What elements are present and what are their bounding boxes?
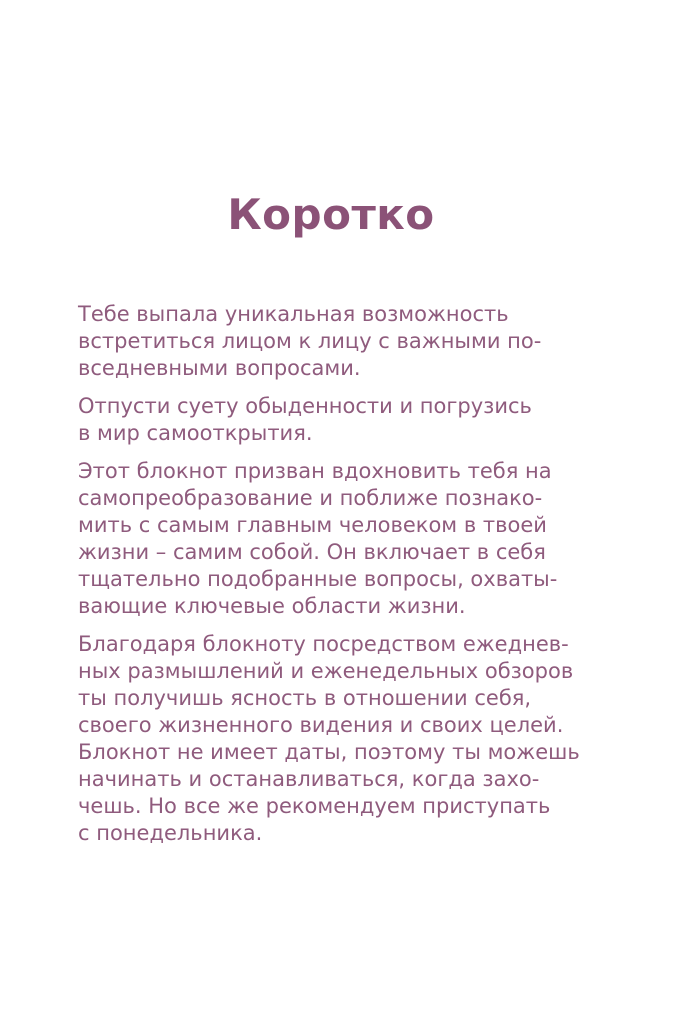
page-title: Коротко — [227, 190, 435, 239]
text-line: чешь. Но все же рекомендуем приступать — [78, 794, 551, 818]
text-line: встретиться лицом к лицу с важными по- — [78, 329, 542, 353]
text-line: вающие ключевые области жизни. — [78, 594, 466, 618]
body-text — [78, 301, 598, 858]
text-line: ных размышлений и еженедельных обзоров — [78, 659, 574, 683]
text-line: мить с самым главным человеком в твоей — [78, 513, 547, 537]
text-line: самопреобразование и поближе познако- — [78, 486, 543, 510]
text-line: своего жизненного видения и своих целей. — [78, 713, 564, 737]
text-line: Отпусти суету обыденности и погрузись — [78, 394, 532, 418]
text-line: тщательно подобранные вопросы, охваты- — [78, 567, 558, 591]
paragraph-usage — [78, 631, 598, 847]
text-line: Благодаря блокноту посредством ежеднев- — [78, 632, 569, 656]
paragraph-release — [78, 393, 598, 447]
text-line: жизни – самим собой. Он включает в себя — [78, 540, 546, 564]
paragraph-notebook-purpose — [78, 458, 598, 620]
paragraph-intro — [78, 301, 598, 382]
text-line: вседневными вопросами. — [78, 356, 361, 380]
text-line: с понедельника. — [78, 821, 263, 845]
text-line: в мир самооткрытия. — [78, 421, 313, 445]
text-line: Блокнот не имеет даты, поэтому ты можешь — [78, 740, 580, 764]
text-line: Этот блокнот призван вдохновить тебя на — [78, 459, 552, 483]
text-line: ты получишь ясность в отношении себя, — [78, 686, 532, 710]
text-line: начинать и останавливаться, когда захо- — [78, 767, 540, 791]
text-line: Тебе выпала уникальная возможность — [78, 302, 509, 326]
